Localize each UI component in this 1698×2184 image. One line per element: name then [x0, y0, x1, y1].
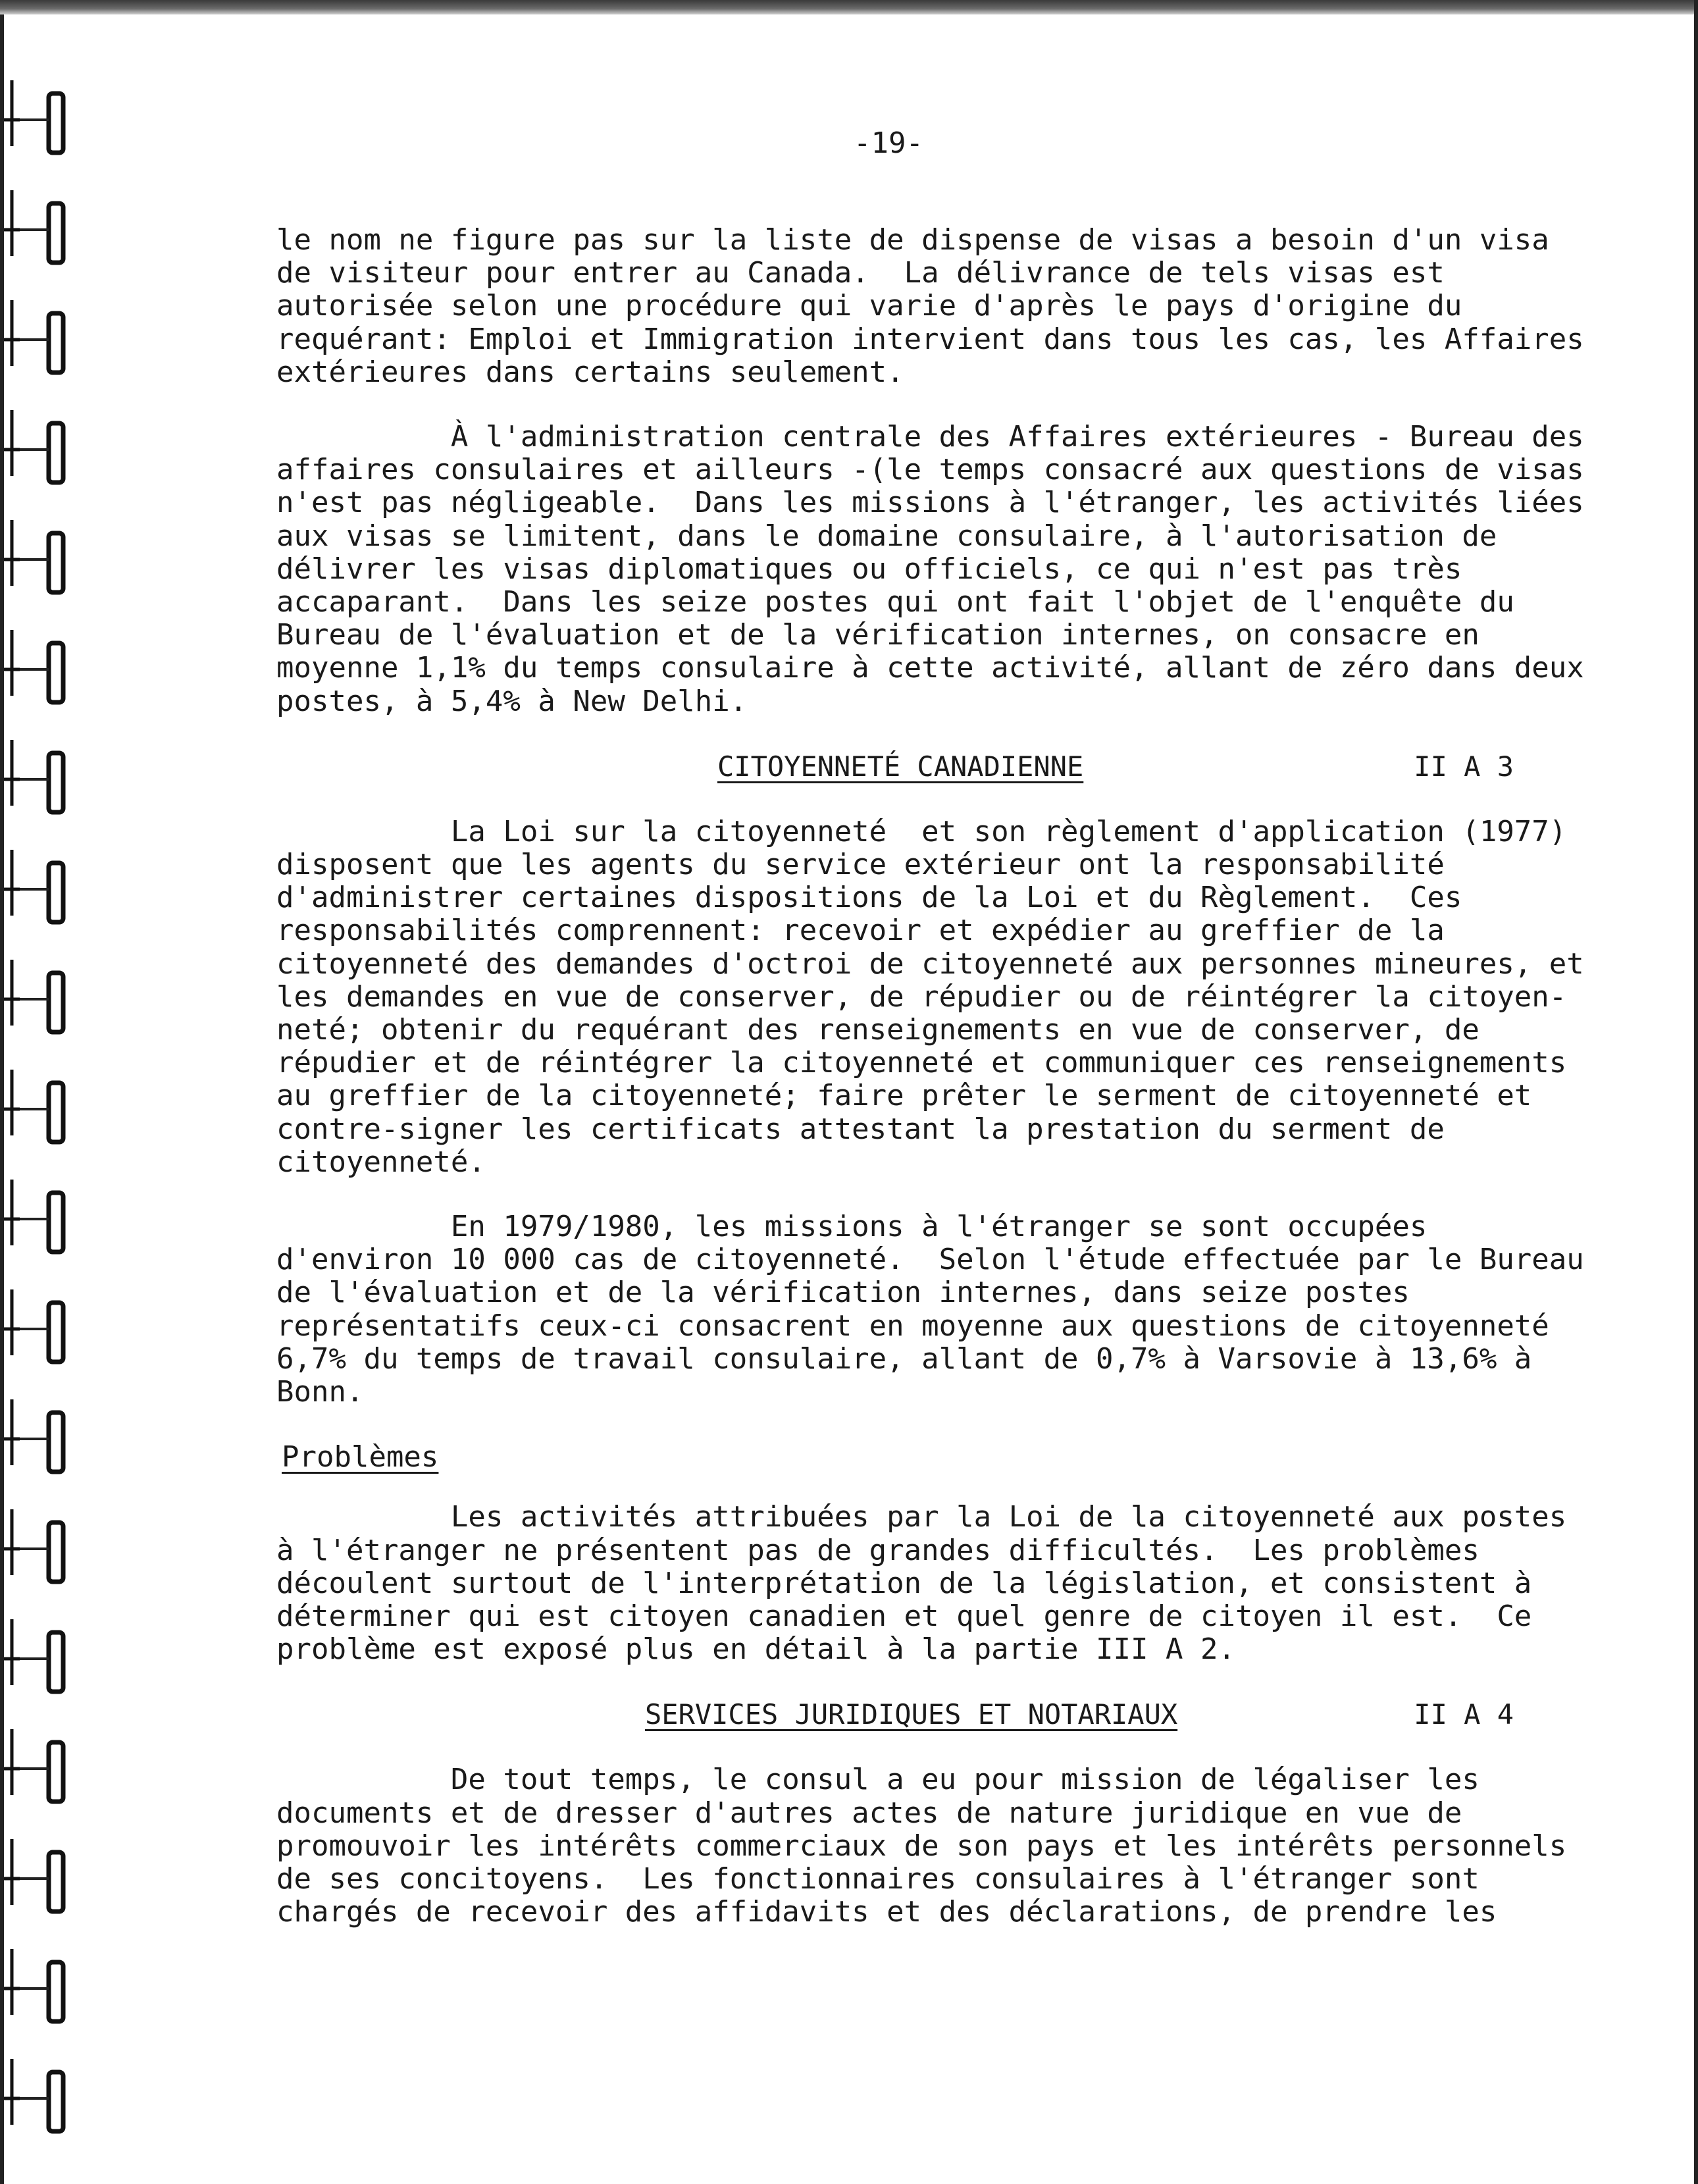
- section-title: SERVICES JURIDIQUES ET NOTARIAUX: [645, 1698, 1178, 1731]
- paragraph-citizenship-law: La Loi sur la citoyenneté et son règlement d'application (1977) disposent que les agents du service extérieur ont la responsabilité d'administrer certaines dispositions de la Loi et du Règlement. Ces responsabilités comprennent: recevoir et expédier au greffier de la citoyenneté des demandes d'octroi de citoyenneté aux personnes mineures, et les demandes en vue de conserver, de répudier ou de réintégrer la citoyen- neté; obtenir du requérant des renseignements en vue de conserver, de répudier et de réintégrer la citoyenneté et communiquer ces renseignements au greffier de la citoyenneté; faire prêter le serment de citoyenneté et contre-signer les certificats attestant la prestation du serment de citoyenneté.: [276, 814, 1584, 1179]
- binding-ring: [4, 80, 63, 153]
- binding-ring: [4, 740, 63, 812]
- binding-ring: [4, 2059, 63, 2131]
- binding-ring: [4, 1949, 63, 2021]
- section-heading-legal: [276, 1698, 1514, 1732]
- binding-ring: [4, 1619, 63, 1692]
- binding-ring: [4, 1509, 63, 1582]
- subheading-problems: Problèmes: [282, 1440, 439, 1474]
- section-code: II A 4: [1414, 1698, 1514, 1731]
- binding-ring: [4, 190, 63, 263]
- binding-ring: [4, 1070, 63, 1142]
- paragraph-problems: Les activités attribuées par la Loi de la citoyenneté aux postes à l'étranger ne présentent pas de grandes difficultés. Les problèmes découlent surtout de l'interprétation de la législation, et consistent à déterminer qui est citoyen canadien et quel genre de citoyen il est. Ce problème est exposé plus en détail à la partie III A 2.: [276, 1500, 1567, 1667]
- binding-ring: [4, 1289, 63, 1362]
- scan-right-edge: [1694, 0, 1698, 2184]
- document-body: [276, 223, 1584, 1960]
- binding-ring: [4, 1729, 63, 1802]
- binding-ring: [4, 630, 63, 702]
- binding-edge: [0, 14, 4, 2184]
- paragraph-legal-services: De tout temps, le consul a eu pour mission de légaliser les documents et de dresser d'autres actes de nature juridique en vue de promouvoir les intérêts commerciaux de son pays et les intérêts personnels de ses concitoyens. Les fonctionnaires consulaires à l'étranger sont chargés de recevoir des affidavits et des déclarations, de prendre les: [276, 1763, 1567, 1929]
- spiral-binding: [0, 14, 105, 2184]
- binding-ring: [4, 960, 63, 1032]
- binding-ring: [4, 850, 63, 922]
- section-heading-citizenship: [276, 750, 1514, 784]
- paragraph-visa-intro: le nom ne figure pas sur la liste de dispense de visas a besoin d'un visa de visiteur pour entrer au Canada. La délivrance de tels visas est autorisée selon une procédure qui varie d'après le pays d'origine du requérant: Emploi et Immigration intervient dans tous les cas, les Affaires extérieures dans certains seulement.: [276, 223, 1584, 389]
- paragraph-visa-administration: À l'administration centrale des Affaires extérieures - Bureau des affaires consulaires et ailleurs -(le temps consacré aux questions de visas n'est pas négligeable. Dans les missions à l'étranger, les activités liées aux visas se limitent, dans le domaine consulaire, à l'autorisation de délivrer les visas diplomatiques ou officiels, ce qui n'est pas très accaparant. Dans les seize postes qui ont fait l'objet de l'enquête du Bureau de l'évaluation et de la vérification internes, on consacre en moyenne 1,1% du temps consulaire à cette activité, allant de zéro dans deux postes, à 5,4% à New Delhi.: [276, 420, 1584, 718]
- binding-ring: [4, 1180, 63, 1252]
- section-code: II A 3: [1414, 750, 1514, 783]
- binding-ring: [4, 410, 63, 482]
- page-number: -19-: [854, 126, 923, 160]
- scan-top-edge: [0, 0, 1698, 14]
- binding-ring: [4, 300, 63, 373]
- paragraph-citizenship-stats: En 1979/1980, les missions à l'étranger se sont occupées d'environ 10 000 cas de citoyenneté. Selon l'étude effectuée par le Bureau de l'évaluation et de la vérification internes, dans seize postes représentatifs ceux-ci consacrent en moyenne aux questions de citoyenneté 6,7% du temps de travail consulaire, allant de 0,7% à Varsovie à 13,6% à Bonn.: [276, 1210, 1584, 1409]
- section-title: CITOYENNETÉ CANADIENNE: [717, 750, 1084, 783]
- binding-ring: [4, 520, 63, 592]
- binding-ring: [4, 1839, 63, 1911]
- binding-ring: [4, 1399, 63, 1472]
